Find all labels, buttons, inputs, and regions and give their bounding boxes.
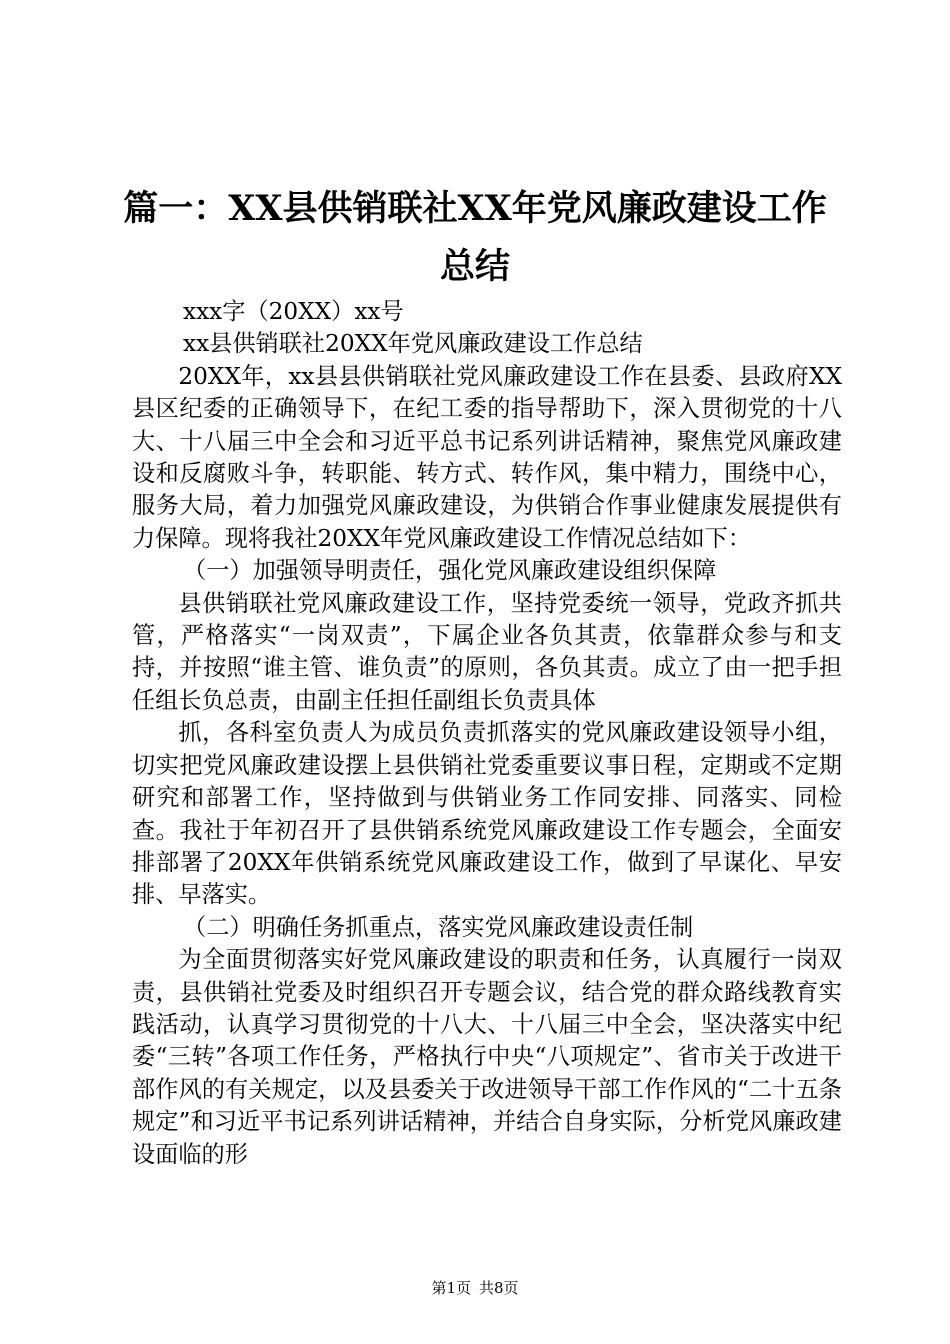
page-footer [0, 1278, 950, 1298]
document-subtitle: xx县供销联社20XX年党风廉政建设工作总结 [183, 330, 643, 358]
section-heading-2: （二）明确任务抓重点，落实党风廉政建设责任制 [183, 913, 694, 941]
document-title [80, 180, 870, 296]
page-total: 共8页 [479, 1279, 519, 1297]
title-line-2: 总结 [439, 246, 510, 287]
document-number: xxx字（20XX）xx号 [183, 298, 404, 325]
title-line-1: 篇一：XX县供销联社XX年党风廉政建设工作 [123, 188, 827, 229]
paragraph-intro: 20XX年，xx县县供销联社党风廉政建设工作在县委、县政府XX县区纪委的正确领导下，在纪工委的指导帮助下，深入贯彻党的十八大、十八届三中全会和习近平总书记系列讲话精神，聚焦党风廉政建设和反腐败斗争，转职能、转方式、转作风，集中精力，围绕中心，服务大局，着力加强党风廉政建设，为供销合作事业健康发展提供有力保障。现将我社20XX年党风廉政建设工作情况总结如下： [132, 362, 842, 552]
page-number: 第1页 [431, 1279, 471, 1297]
paragraph: 为全面贯彻落实好党风廉政建设的职责和任务，认真履行一岗双责，县供销社党委及时组织召开专题会议，结合党的群众路线教育实践活动，认真学习贯彻党的十八大、十八届三中全会，坚决落实中纪委“三转”各项工作任务，严格执行中央“八项规定”、省市关于改进干部作风的有关规定，以及县委关于改进领导干部工作作风的“二十五条规定”和习近平书记系列讲话精神，并结合自身实际，分析党风廉政建设面临的形 [132, 946, 842, 1168]
document-body [132, 296, 842, 1171]
paragraph: 县供销联社党风廉政建设工作，坚持党委统一领导，党政齐抓共管，严格落实“一岗双责”，下属企业各负其责，依靠群众参与和支持，并按照“谁主管、谁负责”的原则，各负其责。成立了由一把手担任组长负总责，由副主任担任副组长负责具体 [132, 589, 842, 714]
paragraph: 抓，各科室负责人为成员负责抓落实的党风廉政建设领导小组，切实把党风廉政建设摆上县供销社党委重要议事日程，定期或不定期研究和部署工作，坚持做到与供销业务工作同安排、同落实、同检查。我社于年初召开了县供销系统党风廉政建设工作专题会，全面安排部署了20XX年供销系统党风廉政建设工作，做到了早谋化、早安排、早落实。 [132, 719, 842, 909]
section-heading-1: （一）加强领导明责任，强化党风廉政建设组织保障 [183, 557, 717, 585]
